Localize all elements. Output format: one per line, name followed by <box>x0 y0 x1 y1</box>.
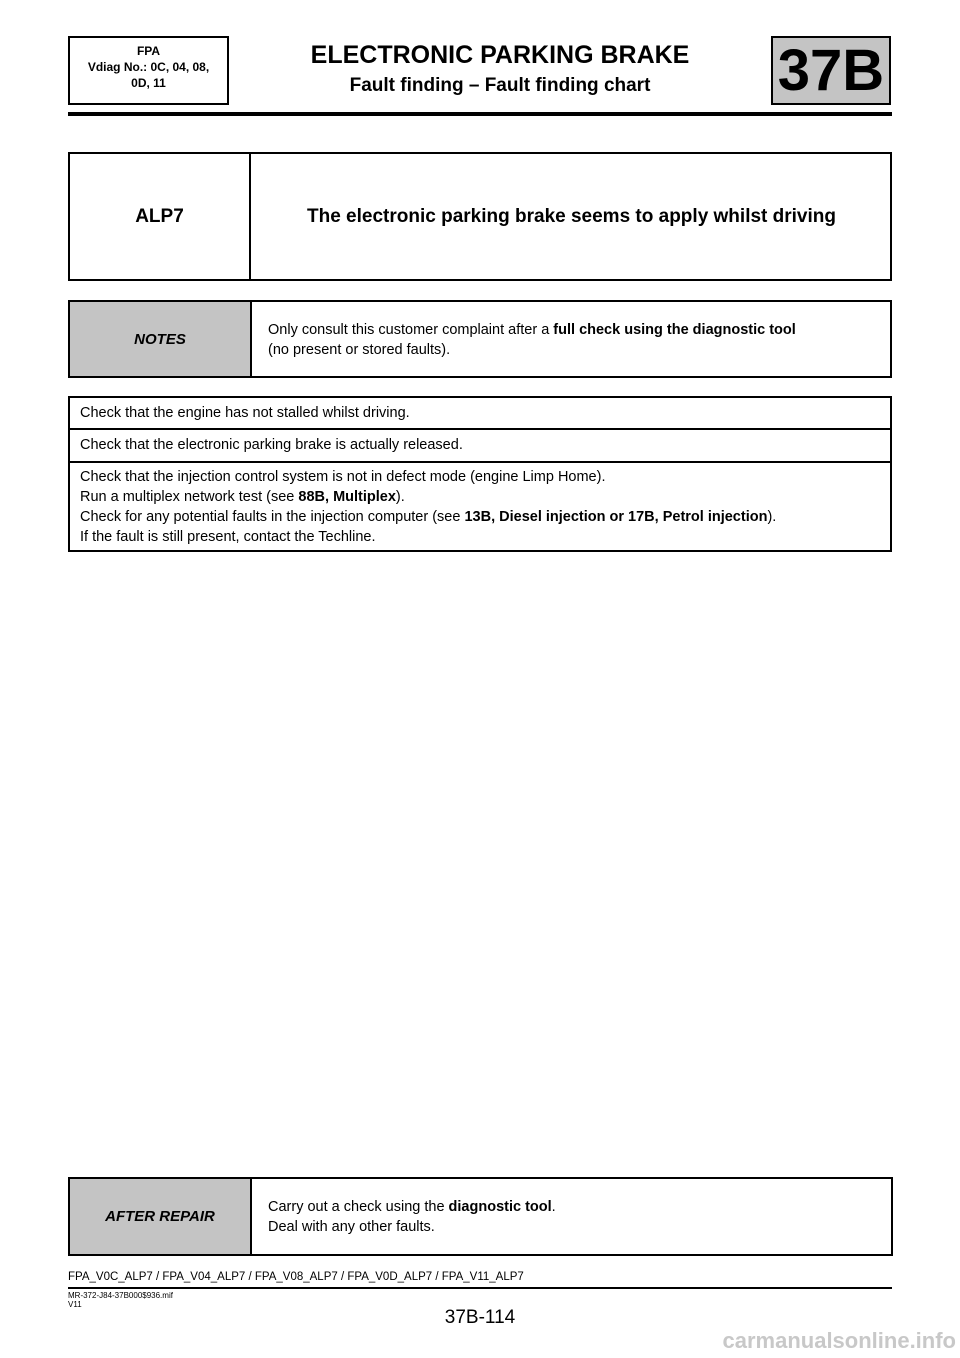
alp-code: ALP7 <box>70 154 251 279</box>
notes-label: NOTES <box>70 302 252 376</box>
after-repair-label: AFTER REPAIR <box>70 1179 252 1254</box>
check-text-part: ). <box>395 489 405 505</box>
after-repair-text-part: Carry out a check using the <box>268 1199 449 1215</box>
page-number: 37B-114 <box>444 1307 516 1328</box>
page-title: ELECTRONIC PARKING BRAKE <box>310 41 690 69</box>
check-row-injection <box>70 467 890 547</box>
notes-box <box>68 300 892 378</box>
page-subtitle: Fault finding – Fault finding chart <box>349 75 651 96</box>
after-repair-text-part: . <box>551 1199 556 1215</box>
vdiag-numbers-cont: 0D, 11 <box>131 76 166 90</box>
header-title-block <box>232 36 768 98</box>
check-text-part: ). <box>767 509 777 525</box>
notes-text-bold: full check using the diagnostic tool <box>553 322 796 338</box>
after-repair-text <box>268 1197 878 1237</box>
footer-divider <box>68 1287 892 1289</box>
checks-table <box>68 396 892 552</box>
alp-header-box <box>68 152 892 281</box>
multiplex-ref: 88B, Multiplex <box>298 489 396 505</box>
notes-text-part: Only consult this customer complaint after a <box>268 322 554 338</box>
watermark: carmanualsonline.info <box>722 1328 956 1353</box>
document-references: FPA_V0C_ALP7 / FPA_V04_ALP7 / FPA_V08_ALP7 / FPA_V0D_ALP7 / FPA_V11_ALP7 <box>68 1271 524 1283</box>
header-divider <box>68 112 892 116</box>
check-text-part: Run a multiplex network test (see <box>80 489 299 505</box>
row-divider <box>70 461 890 463</box>
vehicle-code: FPA <box>136 44 161 58</box>
vehicle-info-box <box>68 36 229 105</box>
row-divider <box>70 428 890 430</box>
check-text-part: Check for any potential faults in the injection computer (see <box>80 509 465 525</box>
version-label: V11 <box>68 1300 82 1309</box>
check-text: If the fault is still present, contact the Techline. <box>80 529 376 545</box>
check-text: Check that the injection control system is not in defect mode (engine Limp Home). <box>80 469 606 485</box>
notes-text <box>268 320 878 360</box>
notes-text-part: (no present or stored faults). <box>268 342 451 358</box>
check-row-engine-stall: Check that the engine has not stalled whilst driving. <box>80 405 410 421</box>
check-text <box>80 507 890 527</box>
section-code-badge: 37B <box>771 36 891 105</box>
check-text <box>80 487 890 507</box>
vdiag-numbers: Vdiag No.: 0C, 04, 08, <box>87 60 210 74</box>
after-repair-text-bold: diagnostic tool <box>448 1199 552 1215</box>
after-repair-text-part: Deal with any other faults. <box>268 1219 435 1235</box>
injection-ref: 13B, Diesel injection or 17B, Petrol injection <box>464 509 768 525</box>
check-row-brake-released: Check that the electronic parking brake is actually released. <box>80 437 463 453</box>
after-repair-box <box>68 1177 893 1256</box>
source-file-name: MR-372-J84-37B000$936.mif <box>68 1291 173 1300</box>
alp-title: The electronic parking brake seems to apply whilst driving <box>307 205 836 227</box>
